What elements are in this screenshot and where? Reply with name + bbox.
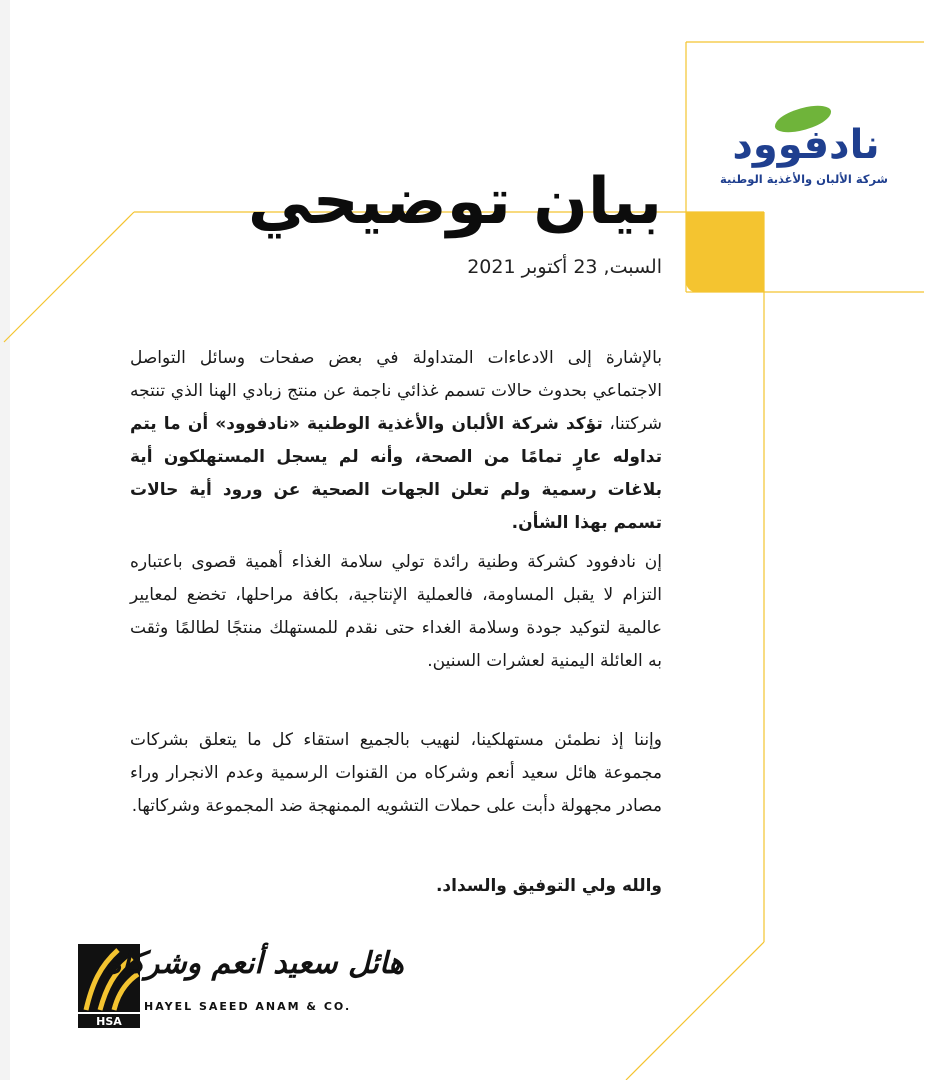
hsa-arabic-name: هائل سعيد أنعم وشركاه [105,946,404,981]
paragraph-1-normal: بالإشارة إلى الادعاءات المتداولة في بعض صفحات وسائل التواصل الاجتماعي بحدوث حالات تسمم غذائي ناجمة عن منتج زبادي الهنا الذي تنتجه شركتنا، [130,348,662,434]
paragraph-2: إن نادفوود كشركة وطنية رائدة تولي سلامة الغذاء أهمية قصوى باعتباره التزام لا يقبل المساومة، فالعملية الإنتاجية، بكافة مراحلها، تخضع لمعايير عالمية لتوكيد جودة وسلامة الغداء حتى نقدم للمستهلك منتجًا لطالمًا وثقت به العائلة اليمنية لعشرات السنين. [130,552,662,671]
yellow-accent-block [686,212,764,292]
nadfood-tagline: شركة الألبان والأغذية الوطنية [720,172,888,186]
hsa-emblem-text: HSA [96,1015,122,1028]
hsa-english-name: HAYEL SAEED ANAM & CO. [144,1000,352,1013]
nadfood-brand-name: نادفوود [732,122,880,168]
paragraph-1 [130,342,662,540]
frame-diagonal-left [4,212,134,342]
statement-date: السبت, 23 أكتوبر 2021 [467,256,662,278]
statement-title: بيان توضيحي [247,165,662,239]
paragraph-3: وإننا إذ نطمئن مستهلكينا، لنهيب بالجميع استقاء كل ما يتعلق بشركات مجموعة هائل سعيد أنعم وشركاه من القنوات الرسمية وعدم الانجرار وراء مصادر مجهولة دأبت على حملات التشويه الممنهجة ضد المجموعة وشركاتها. [130,730,662,816]
hsa-footer-logo [78,944,408,1028]
nadfood-logo [718,108,894,194]
closing-line: والله ولي التوفيق والسداد. [435,876,662,896]
frame-diagonal-bottom [626,942,764,1080]
paragraph-1-bold: تؤكد شركة الألبان والأغذية الوطنية «نادفوود» أن ما يتم تداوله عارٍ تمامًا من الصحة، وأنه لم يسجل المستهلكون أية بلاغات رسمية ولم تعلن الجهات الصحية عن ورود أية حالات تسمم بهذا الشأن. [130,414,662,533]
